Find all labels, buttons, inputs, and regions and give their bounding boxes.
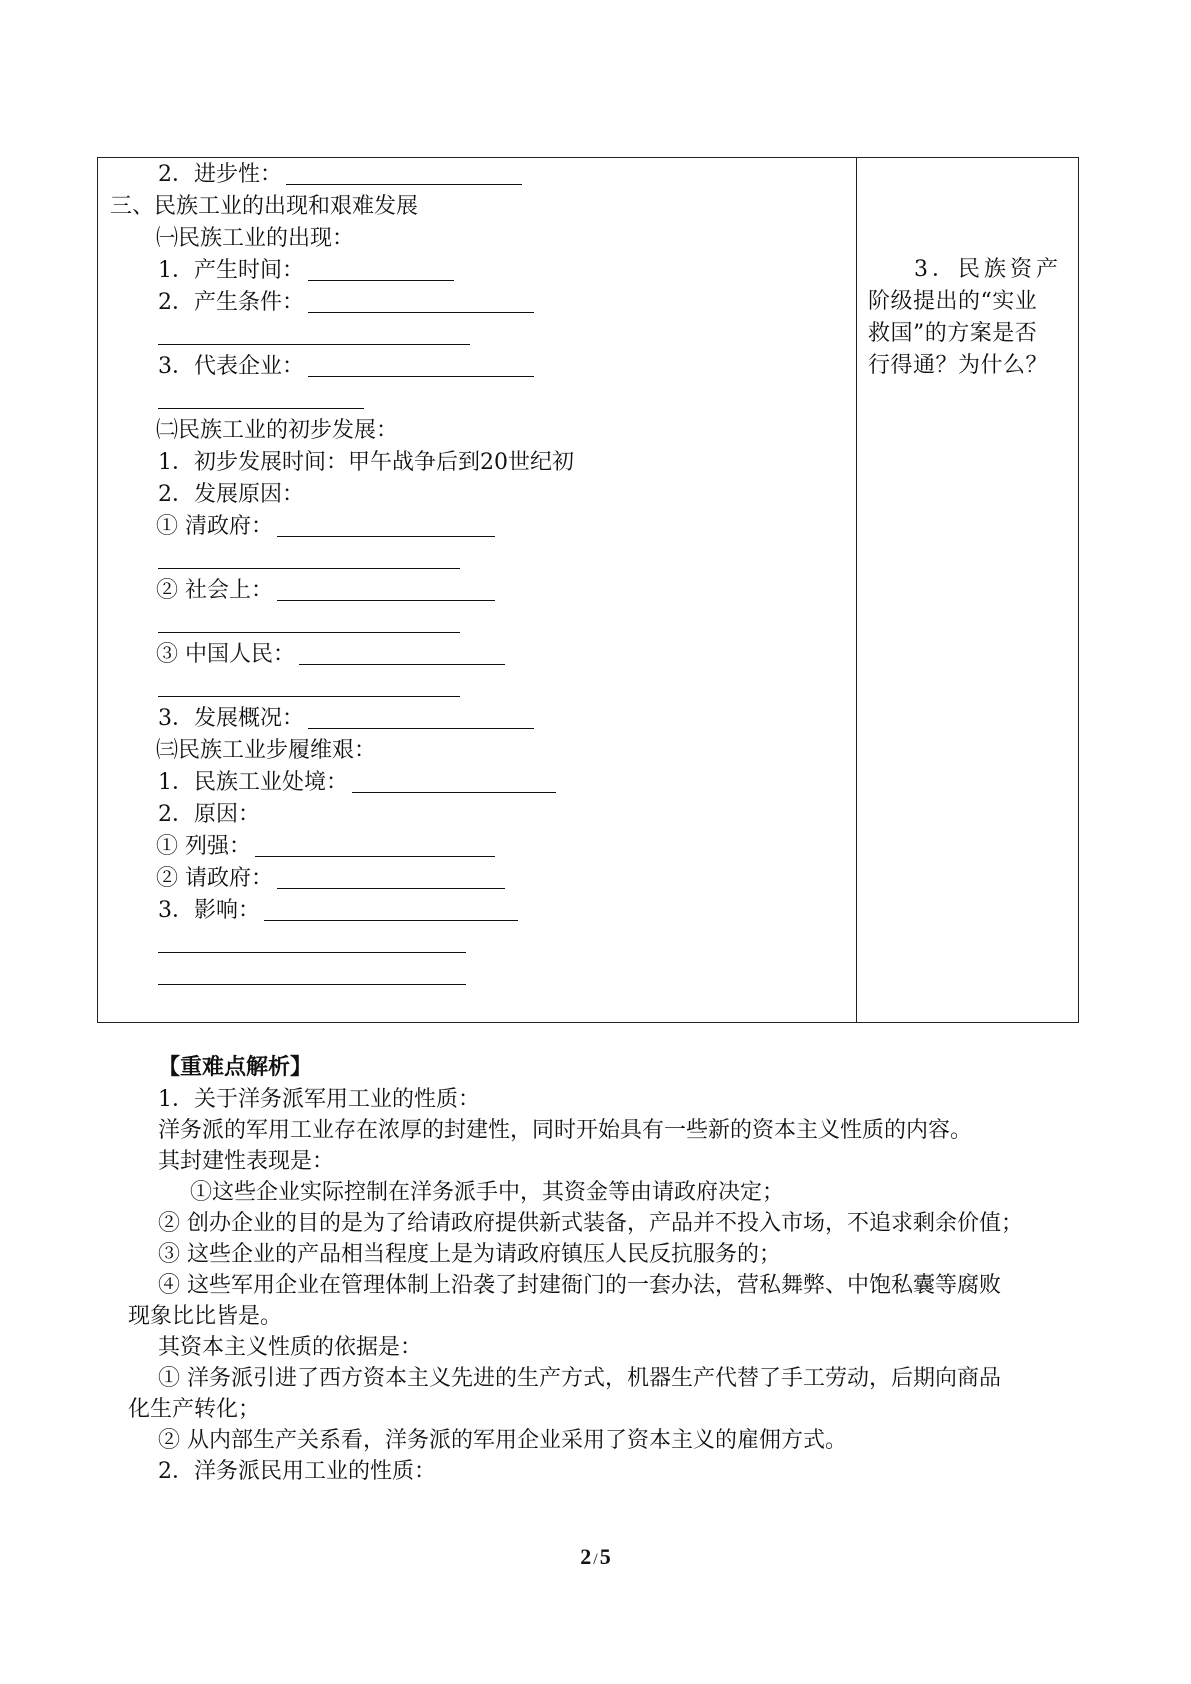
answer-blank[interactable] [286, 162, 522, 185]
current-page: 2 [580, 1544, 592, 1569]
line-origin-time: 1．产生时间： [158, 256, 454, 286]
analysis-paragraph: 化生产转化； [128, 1397, 261, 1422]
analysis-paragraph: 其封建性表现是： [158, 1149, 335, 1174]
answer-blank-continuation[interactable] [158, 984, 466, 985]
heading-section-three: 三、民族工业的出现和艰难发展 [110, 194, 419, 219]
column-divider [856, 158, 857, 1022]
analysis-paragraph: ①这些企业实际控制在洋务派手中，其资金等由请政府决定； [190, 1180, 785, 1205]
side-question-line: 行得通？为什么？ [868, 353, 1049, 378]
line-reason-people: ③ 中国人民： [156, 640, 505, 670]
line-origin-conditions: 2．产生条件： [158, 288, 534, 318]
analysis-paragraph: 2．洋务派民用工业的性质： [158, 1459, 436, 1484]
answer-blank[interactable] [308, 706, 534, 729]
line-development-reasons: 2．发展原因： [158, 482, 304, 507]
answer-blank[interactable] [277, 866, 505, 889]
subheading-hardships: ㈢民族工业步履维艰： [156, 738, 377, 763]
analysis-paragraph: ② 从内部生产关系看，洋务派的军用企业采用了资本主义的雇佣方式。 [158, 1428, 847, 1453]
answer-blank-continuation[interactable] [158, 952, 466, 953]
line-reason-government: ① 清政府： [156, 512, 495, 542]
total-pages: 5 [599, 1544, 611, 1569]
analysis-paragraph: 现象比比皆是。 [128, 1304, 283, 1329]
side-question [868, 254, 1068, 382]
line-representative-enterprises: 3．代表企业： [158, 352, 534, 382]
line-reason-powers: ① 列强： [156, 832, 495, 862]
analysis-paragraph: 洋务派的军用工业存在浓厚的封建性，同时开始具有一些新的资本主义性质的内容。 [158, 1118, 973, 1143]
line-development-time: 1．初步发展时间：甲午战争后到20世纪初 [158, 450, 574, 475]
worksheet-table [97, 157, 1079, 1023]
answer-blank-continuation[interactable] [158, 632, 460, 633]
page-number [0, 1544, 1191, 1570]
section-title: 【重难点解析】 [158, 1054, 313, 1080]
answer-blank[interactable] [277, 514, 495, 537]
line-reason-society: ② 社会上： [156, 576, 495, 606]
side-question-line: 救国”的方案是否 [868, 321, 1038, 346]
line-development-overview: 3．发展概况： [158, 704, 534, 734]
answer-blank[interactable] [308, 354, 534, 377]
line-progressiveness: 2．进步性： [158, 160, 522, 190]
analysis-paragraph: ② 创办企业的目的是为了给请政府提供新式装备，产品并不投入市场，不追求剩余价值； [158, 1211, 1023, 1236]
answer-blank-continuation[interactable] [158, 408, 364, 409]
side-question-line: 3．民族资产 [914, 257, 1062, 282]
line-industry-situation: 1．民族工业处境： [158, 768, 556, 798]
analysis-paragraph: ④ 这些军用企业在管理体制上沿袭了封建衙门的一套办法，营私舞弊、中饱私囊等腐败 [158, 1273, 1001, 1298]
answer-blank[interactable] [308, 258, 454, 281]
subheading-initial-development: ㈡民族工业的初步发展： [156, 418, 399, 443]
answer-blank[interactable] [277, 578, 495, 601]
answer-blank-continuation[interactable] [158, 344, 470, 345]
answer-blank[interactable] [299, 642, 505, 665]
answer-blank[interactable] [264, 898, 518, 921]
answer-blank-continuation[interactable] [158, 696, 460, 697]
answer-blank[interactable] [308, 290, 534, 313]
answer-blank-continuation[interactable] [158, 568, 460, 569]
analysis-paragraph: ③ 这些企业的产品相当程度上是为请政府镇压人民反抗服务的； [158, 1242, 781, 1267]
answer-blank[interactable] [352, 770, 556, 793]
analysis-paragraph: 1．关于洋务派军用工业的性质： [158, 1087, 480, 1112]
page-separator: / [593, 1551, 598, 1568]
subheading-emergence: ㈠民族工业的出现： [156, 226, 355, 251]
line-reason-qing-government: ② 请政府： [156, 864, 505, 894]
analysis-paragraph: ① 洋务派引进了西方资本主义先进的生产方式，机器生产代替了手工劳动，后期向商品 [158, 1366, 1001, 1391]
answer-blank[interactable] [255, 834, 495, 857]
line-hardship-reasons: 2．原因： [158, 802, 260, 827]
analysis-paragraph: 其资本主义性质的依据是： [158, 1335, 423, 1360]
line-influence: 3．影响： [158, 896, 518, 926]
side-question-line: 阶级提出的“实业 [868, 289, 1038, 314]
